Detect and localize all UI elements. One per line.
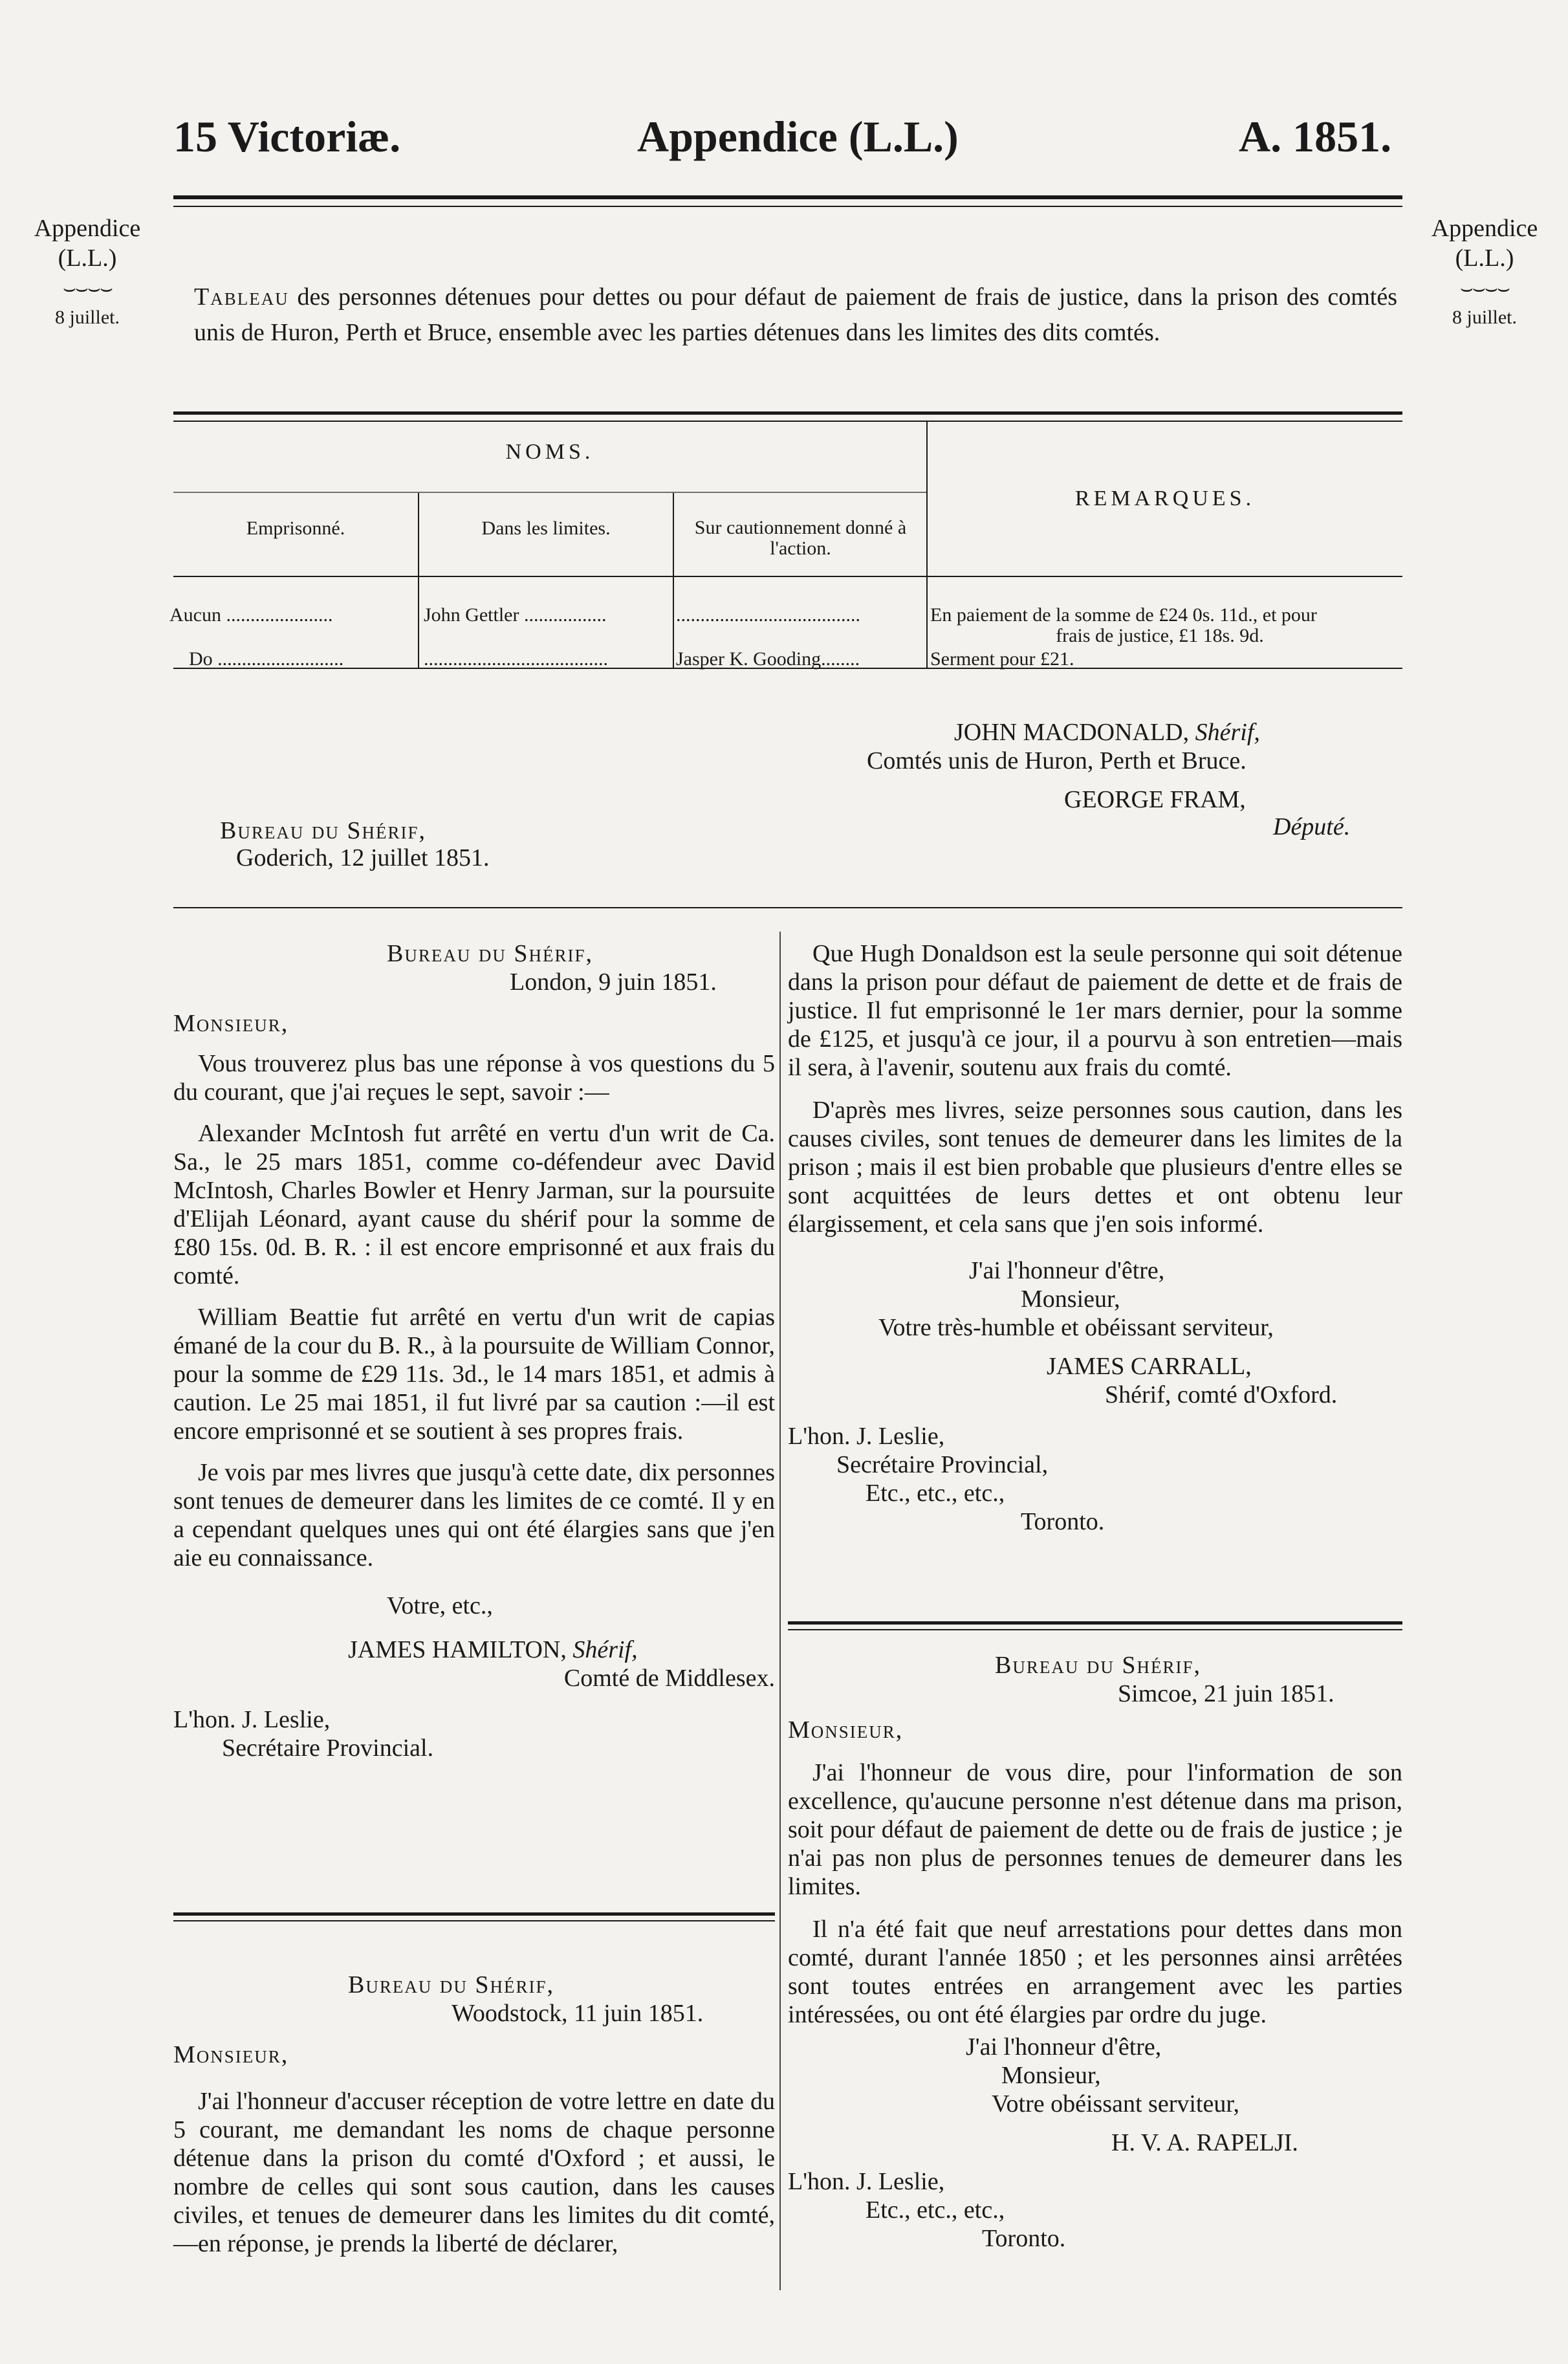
margin-date: 8 juillet. (55, 307, 120, 328)
addressee: Secrétaire Provincial, (836, 1451, 1049, 1478)
deputy-name: GEORGE FRAM, (1064, 786, 1246, 813)
letter-woodstock (173, 1971, 775, 2258)
cell-remarques-cont: frais de justice, £1 18s. 9d. (1056, 625, 1264, 646)
margin-date: 8 juillet. (1452, 307, 1517, 328)
margin-label: Appendice (1431, 215, 1538, 242)
letter-rule (173, 1912, 775, 1916)
signer-county: Comté de Middlesex. (563, 1665, 775, 1692)
table-top-rule (173, 411, 1402, 415)
header-appendix: Appendice (L.L.) (637, 112, 959, 161)
col-header-emprisonne: Emprisonné. (246, 518, 345, 539)
place-date-london: London, 9 juin 1851. (510, 969, 717, 996)
place-date-goderich: Goderich, 12 juillet 1851. (236, 844, 490, 871)
addressee-title: Secrétaire Provincial. (222, 1735, 434, 1762)
margin-note-right (1417, 213, 1552, 333)
header-year: A. 1851. (1239, 112, 1392, 161)
margin-brace: ⌣⌣⌣⌣ (1459, 276, 1510, 300)
table-top-rule-thin (173, 421, 1402, 422)
margin-note-left (19, 213, 155, 333)
section-rule (173, 907, 1402, 908)
closing: J'ai l'honneur d'être, (966, 2033, 1162, 2061)
signer: H. V. A. RAPELJI. (1111, 2129, 1298, 2156)
cell-limites: John Gettler ................. (424, 604, 607, 626)
table-title (194, 279, 1397, 351)
signer: JAMES CARRALL, (1047, 1353, 1252, 1380)
office-london: Bureau du Shérif, (387, 940, 593, 967)
closing: Monsieur, (1021, 1286, 1120, 1313)
cell-limites: ...................................... (424, 648, 608, 670)
signer-title: Shérif, comté d'Oxford. (1105, 1381, 1338, 1408)
col-header-limites: Dans les limites. (481, 518, 611, 539)
paragraph: J'ai l'honneur de vous dire, pour l'information de son excellence, qu'aucune personne n'est détenue dans ma prison, soit pour défaut de paiement de dette ou de frais de justice ; je n'ai pas non plus de personnes tenues de demeurer dans les limites. (788, 1759, 1402, 1900)
cell-emprisonne: Aucun ...................... (169, 604, 333, 626)
col-header-remarques: REMARQUES. (1074, 487, 1256, 510)
letter-rule-thin (173, 1920, 775, 1921)
salutation: Monsieur, (173, 1010, 289, 1037)
paragraph: Vous trouverez plus bas une réponse à vos questions du 5 du courant, que j'ai reçues le sept, savoir :— (173, 1050, 775, 1106)
addressee: L'hon. J. Leslie, (788, 2168, 945, 2195)
sheriff-name: JOHN MACDONALD, (954, 719, 1190, 746)
cell-remarques: En paiement de la somme de £24 0s. 11d., et pour (930, 604, 1317, 626)
column-divider (779, 932, 781, 2290)
paragraph: Il n'a été fait que neuf arrestations pour dettes dans mon comté, durant l'année 1850 ; et les personnes ainsi arrêtées sont toutes entrées en arrangement avec les parties intéressées, ou ont été élargies par ordre du juge. (788, 1916, 1402, 2028)
margin-brace: ⌣⌣⌣⌣ (62, 276, 113, 300)
cell-emprisonne: Do .......................... (189, 648, 344, 670)
signer: JAMES HAMILTON, Shérif, (348, 1636, 638, 1663)
letter-simcoe (788, 1651, 1402, 2253)
addressee: L'hon. J. Leslie, (788, 1423, 945, 1450)
sheriff-county: Comtés unis de Huron, Perth et Bruce. (867, 747, 1247, 774)
header-rule-thin (173, 206, 1402, 207)
letter-london (173, 939, 775, 1762)
header-volume: 15 Victoriæ. (173, 112, 401, 161)
table-group-header: NOMS. (505, 440, 594, 464)
office-woodstock: Bureau du Shérif, (348, 1971, 554, 1998)
salutation: Monsieur, (788, 1716, 904, 1744)
cell-caution: ...................................... (676, 604, 860, 626)
letter-woodstock-continued (788, 939, 1402, 1536)
table-head-rule (173, 576, 1402, 577)
table-divider-remarques (926, 422, 928, 668)
signature-sheriff (954, 718, 1260, 747)
addressee: Etc., etc., etc., (866, 2196, 1005, 2224)
office-goderich: Bureau du Shérif, (220, 817, 426, 844)
closing: Monsieur, (1001, 2062, 1101, 2089)
table-group-rule (173, 492, 926, 493)
margin-code: (L.L.) (1455, 245, 1514, 272)
closing: J'ai l'honneur d'être, (969, 1257, 1165, 1284)
cell-remarques: Serment pour £21. (930, 648, 1074, 670)
place-date-simcoe: Simcoe, 21 juin 1851. (1118, 1680, 1334, 1707)
sheriff-title: Shérif, (1195, 719, 1260, 746)
margin-code: (L.L.) (58, 245, 117, 272)
paragraph: William Beattie fut arrêté en vertu d'un writ de capias émané de la cour du B. R., à la poursuite de William Connor, pour la somme de £29 11s. 3d., le 14 mars 1851, et admis à caution. Le 25 mai 1851, il fut livré par sa caution :—il est encore emprisonné et se soutient à ses propres frais. (173, 1304, 775, 1445)
table-title-text: des personnes détenues pour dettes ou pour défaut de paiement de frais de justice, dans la prison des comtés unis de Huron, Perth et Bruce, ensemble avec les parties détenues dans les limites des dits comtés. (194, 283, 1397, 346)
table-title-lead: Tableau (194, 283, 289, 311)
closing: Votre obéissant serviteur, (992, 2090, 1239, 2118)
addressee: Etc., etc., etc., (866, 1480, 1005, 1507)
office-simcoe: Bureau du Shérif, (995, 1652, 1201, 1679)
addressee: L'hon. J. Leslie, (173, 1706, 331, 1733)
paragraph: J'ai l'honneur d'accuser réception de votre lettre en date du 5 courant, me demandant les noms de chaque personne détenue dans la prison du comté d'Oxford ; et aussi, le nombre de celles qui sont sous caution, dans les causes civiles, et tenues de demeurer dans les limites du dit comté,—en réponse, je prends la liberté de déclarer, (173, 2088, 775, 2257)
table-divider-2 (673, 493, 674, 668)
paragraph: Que Hugh Donaldson est la seule personne qui soit détenue dans la prison pour défaut de paiement de dette et de frais de justice. Il fut emprisonné le 1er mars dernier, pour la somme de £125, et jusqu'à ce jour, il a pourvu à son entretien—mais il sera, à l'avenir, soutenu aux frais du comté. (788, 940, 1402, 1081)
paragraph: Alexander McIntosh fut arrêté en vertu d'un writ de Ca. Sa., le 25 mars 1851, comme co-défendeur avec David McIntosh, Charles Bowler et Henry Jarman, sur la poursuite d'Elijah Léonard, ayant cause du shérif pour la somme de £80 15s. 0d. B. R. : il est encore emprisonné et aux frais du comté. (173, 1120, 775, 1289)
letter-rule-thin (788, 1629, 1402, 1630)
place-date-woodstock: Woodstock, 11 juin 1851. (452, 2000, 704, 2027)
closing: Votre, etc., (387, 1592, 493, 1619)
letter-rule (788, 1621, 1402, 1625)
cell-caution: Jasper K. Gooding........ (676, 648, 860, 670)
addressee: Toronto. (982, 2225, 1066, 2252)
paragraph: D'après mes livres, seize personnes sous caution, dans les causes civiles, sont tenues de demeurer dans les limites de la prison ; mais il est bien probable que plusieurs d'entre elles se sont acquittées de leurs dettes et ont obtenu leur élargissement, et cela sans que j'en sois informé. (788, 1097, 1402, 1238)
header-rule (173, 195, 1402, 199)
closing: Votre très-humble et obéissant serviteur, (878, 1314, 1274, 1341)
deputy-title: Député. (1273, 813, 1351, 840)
margin-label: Appendice (34, 215, 141, 242)
paragraph: Je vois par mes livres que jusqu'à cette date, dix personnes sont tenues de demeurer dans les limites de ce comté. Il y en a cependant quelques unes qui ont été élargies sans que j'en aie eu connaissance. (173, 1459, 775, 1571)
addressee: Toronto. (1021, 1508, 1105, 1535)
col-header-caution: Sur cautionnement donné à l'action. (694, 517, 907, 559)
salutation: Monsieur, (173, 2041, 289, 2068)
